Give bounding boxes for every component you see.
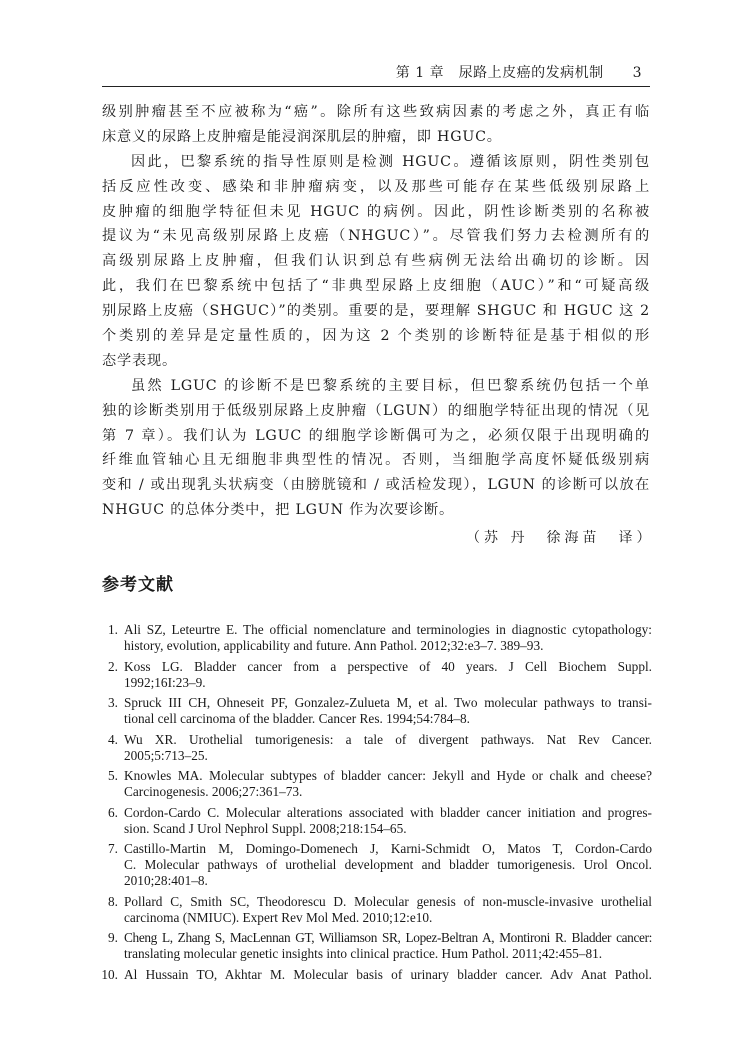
reference-line: Koss LG. Bladder cancer from a perspective of 40 years. J Cell Biochem Suppl. <box>124 658 652 674</box>
reference-line: sion. Scand J Urol Nephrol Suppl. 2008;218:154–65. <box>124 820 407 836</box>
reference-number: 1. <box>108 622 118 637</box>
reference-line: Spruck III CH, Ohneseit PF, Gonzalez-Zulueta M, et al. Two molecular pathways to transi- <box>124 695 652 710</box>
reference-number: 7. <box>108 841 118 856</box>
reference-line: Carcinogenesis. 2006;27:361–73. <box>124 784 303 799</box>
reference-number: 5. <box>108 768 118 783</box>
body-line: 床意义的尿路上皮肿瘤是能浸润深肌层的肿瘤，即 HGUC。 <box>102 128 502 145</box>
body-line: 级别肿瘤甚至不应被称为“癌”。除所有这些致病因素的考虑之外，真正有临 <box>102 104 650 120</box>
reference-line: Knowles MA. Molecular subtypes of bladder cancer: Jekyll and Hyde or chalk and cheese? <box>124 768 652 783</box>
reference-item <box>96 659 652 691</box>
reference-line: carcinoma (NMIUC). Expert Rev Mol Med. 2010;12:e10. <box>124 909 433 925</box>
reference-line: history, evolution, applicability and future. Ann Pathol. 2012;32:e3–7. 389–93. <box>124 638 544 653</box>
body-line: 独的诊断类别用于低级别尿路上皮肿瘤（LGUN）的细胞学特征出现的情况（见 <box>102 402 650 419</box>
reference-number: 2. <box>108 658 118 674</box>
reference-number: 10. <box>101 966 118 982</box>
body-line: 因此，巴黎系统的指导性原则是检测 HGUC。遵循该原则，阴性类别包 <box>131 153 650 170</box>
reference-item <box>96 930 652 962</box>
body-line: 此，我们在巴黎系统中包括了“非典型尿路上皮细胞（AUC）”和“可疑高级 <box>102 278 650 295</box>
reference-line: Castillo-Martin M, Domingo-Domenech J, Karni-Schmidt O, Matos T, Cordon-Cardo <box>124 841 652 856</box>
reference-line: Wu XR. Urothelial tumorigenesis: a tale of divergent pathways. Nat Rev Cancer. <box>124 731 652 747</box>
reference-item <box>96 894 652 926</box>
reference-line: Al Hussain TO, Akhtar M. Molecular basis of urinary bladder cancer. Adv Anat Pathol. <box>124 966 652 982</box>
running-header <box>102 62 650 84</box>
body-line: 提议为“未见高级别尿路上皮癌（NHGUC）”。尽管我们努力去检测所有的 <box>102 228 650 245</box>
reference-line: Ali SZ, Leteurtre E. The official nomenclature and terminologies in diagnostic cytopathology: <box>124 622 652 637</box>
reference-line: 1992;16I:23–9. <box>124 674 206 690</box>
reference-item <box>96 805 652 837</box>
body-text <box>102 100 650 523</box>
reference-line: 2010;28:401–8. <box>124 873 208 888</box>
reference-item <box>96 732 652 764</box>
reference-item <box>96 841 652 889</box>
body-line: NHGUC 的总体分类中，把 LGUN 作为次要诊断。 <box>102 502 455 519</box>
reference-item <box>96 768 652 800</box>
body-line: 纤维血管轴心且无细胞非典型性的情况。否则，当细胞学高度怀疑低级别病 <box>102 452 650 469</box>
reference-number: 4. <box>108 731 118 747</box>
translator-credit: （苏 丹 徐海苗 译） <box>466 530 655 546</box>
reference-list <box>96 622 652 987</box>
reference-line: 2005;5:713–25. <box>124 747 208 763</box>
reference-number: 3. <box>108 695 118 710</box>
reference-line: Cheng L, Zhang S, MacLennan GT, Williamson SR, Lopez-Beltran A, Montironi R. Bladder cancer: <box>124 930 652 945</box>
reference-line: Cordon-Cardo C. Molecular alterations associated with bladder cancer initiation and progres- <box>124 804 652 820</box>
body-line: 变和 / 或出现乳头状病变（由膀胱镜和 / 或活检发现），LGUN 的诊断可以放在 <box>102 477 650 494</box>
body-line: 皮肿瘤的细胞学特征但未见 HGUC 的病例。因此，阴性诊断类别的名称被 <box>102 203 650 220</box>
body-line: 别尿路上皮癌（SHGUC）”的类别。重要的是，要理解 SHGUC 和 HGUC 这 2 <box>102 303 650 320</box>
body-line: 第 7 章）。我们认为 LGUC 的细胞学诊断偶可为之，必须仅限于出现明确的 <box>102 427 650 444</box>
chapter-header-text: 第 1 章 尿路上皮癌的发病机制 3 <box>395 65 642 81</box>
body-line: 高级别尿路上皮肿瘤，但我们认识到总有些病例无法给出确切的诊断。因 <box>102 253 650 270</box>
reference-line: C. Molecular pathways of urothelial development and bladder tumorigenesis. Urol Oncol. <box>124 857 652 872</box>
reference-number: 6. <box>108 804 118 820</box>
header-rule <box>102 86 650 87</box>
reference-item <box>96 622 652 654</box>
reference-line: tional cell carcinoma of the bladder. Cancer Res. 1994;54:784–8. <box>124 711 470 726</box>
reference-number: 8. <box>108 893 118 909</box>
reference-line: translating molecular genetic insights into clinical practice. Hum Pathol. 2011;42:455–81. <box>124 946 603 961</box>
reference-line: Pollard C, Smith SC, Theodorescu D. Molecular genesis of non-muscle-invasive urothelial <box>124 893 652 909</box>
body-line: 个类别的差异是定量性质的，因为这 2 个类别的诊断特征是基于相似的形 <box>102 328 650 345</box>
references-heading: 参考文献 <box>102 575 174 595</box>
body-line: 虽然 LGUC 的诊断不是巴黎系统的主要目标，但巴黎系统仍包括一个单 <box>131 377 650 394</box>
reference-item <box>96 967 652 983</box>
body-line: 括反应性改变、感染和非肿瘤病变，以及那些可能存在某些低级别尿路上 <box>102 178 650 195</box>
reference-item <box>96 695 652 727</box>
reference-number: 9. <box>108 930 118 945</box>
body-line: 态学表现。 <box>102 352 177 369</box>
